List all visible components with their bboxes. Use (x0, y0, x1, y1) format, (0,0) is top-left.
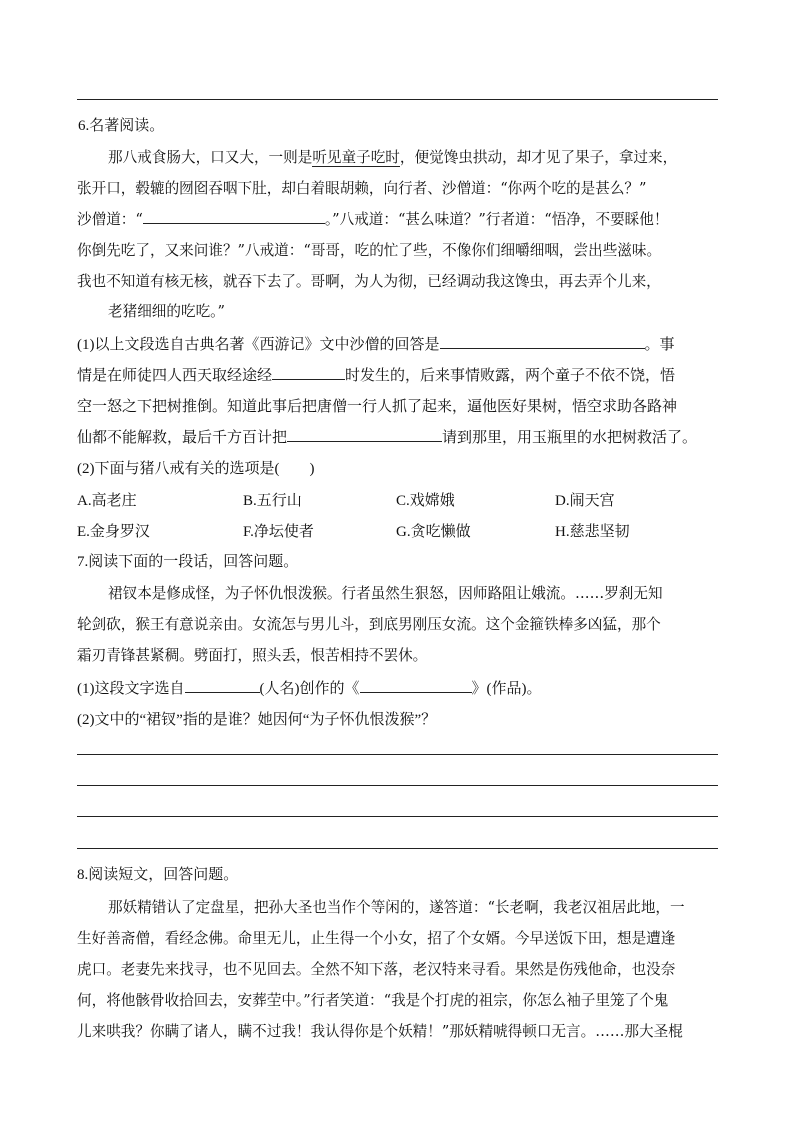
option-b[interactable]: B.五行山 (243, 493, 302, 509)
q6-passage-line (77, 208, 668, 229)
option-d[interactable]: D.闹天宫 (555, 493, 615, 509)
q6-passage-line (108, 146, 677, 167)
top-divider (77, 99, 718, 100)
answer-blank[interactable] (143, 209, 325, 224)
passage-text: 沙僧道：“ (77, 211, 143, 228)
q7-passage-line: 霜刃青锋甚紧稠。劈面打，照头丢，恨苦相持不罢休。 (77, 647, 428, 664)
q6-heading: 6.名著阅读。 (78, 118, 165, 134)
answer-line[interactable] (77, 848, 718, 849)
answer-line[interactable] (77, 754, 718, 755)
answer-blank[interactable] (272, 365, 345, 380)
q6-passage-line: 老猪细细的吃吃。” (108, 303, 225, 320)
q7-sub1 (77, 677, 542, 698)
q8-heading: 8.阅读短文，回答问题。 (77, 867, 239, 883)
option-a[interactable]: A.高老庄 (77, 493, 137, 509)
option-c[interactable]: C.戏嫦娥 (396, 493, 455, 509)
q6-sub2-question: (2)下面与猪八戒有关的选项是( ) (77, 461, 315, 477)
underlined-phrase: 听见童子吃时 (312, 149, 400, 166)
passage-text: 。”八戒道：“甚么味道？”行者道：“悟净，不要睬他！ (324, 211, 669, 228)
answer-line[interactable] (77, 785, 718, 786)
option-h[interactable]: H.慈悲坚韧 (555, 524, 630, 540)
option-f[interactable]: F.净坛使者 (243, 524, 314, 540)
q6-passage-line: 我也不知道有核无核，就吞下去了。哥啊，为人为彻，已经调动我这馋虫，再去弄个儿来， (77, 273, 661, 290)
q6-passage-line: 张开口，毂辘的囫囵吞咽下肚，却白着眼胡赖，向行者、沙僧道：“你两个吃的是甚么？” (77, 180, 647, 197)
question-text: (1)以上文段选自古典名著《西游记》文中沙僧的回答是 (77, 337, 440, 353)
q7-passage-line: 裙钗本是修成怪，为子怀仇恨泼猴。行者虽然生狠怒，因师路阻让娥流。……罗刹无知 (108, 585, 663, 602)
passage-text: ，便觉馋虫拱动，却才见了果子，拿过来， (399, 149, 678, 166)
q8-passage-line: 那妖精错认了定盘星，把孙大圣也当作个等闲的，遂答道：“长老啊，我老汉祖居此地，一 (108, 899, 685, 916)
answer-blank[interactable] (440, 334, 645, 349)
q7-sub2: (2)文中的“裙钗”指的是谁？她因何“为子怀仇恨泼猴”？ (77, 712, 437, 728)
q7-heading: 7.阅读下面的一段话，回答问题。 (77, 554, 299, 570)
option-e[interactable]: E.金身罗汉 (77, 524, 150, 540)
q8-passage-line: 儿来哄我？你瞒了诸人，瞒不过我！我认得你是个妖精！”那妖精唬得顿口无言。……那大圣棍 (77, 1023, 683, 1040)
answer-line[interactable] (77, 816, 718, 817)
q6-passage-line: 你倒先吃了，又来问谁？”八戒道：“哥哥，吃的忙了些，不像你们细嚼细咽，尝出些滋味。 (77, 242, 662, 259)
answer-blank[interactable] (185, 678, 260, 693)
question-text: (1)这段文字选自 (77, 681, 185, 697)
question-text: 情是在师徒四人西天取经途经 (77, 368, 273, 384)
q6-sub1-line: 空一怒之下把树推倒。知道此事后把唐僧一行人抓了起来，逼他医好果树，悟空求助各路神 (77, 399, 678, 415)
q8-passage-line: 生好善斋僧，看经念佛。命里无儿，止生得一个小女，招了个女婿。今早送饭下田，想是遭逢 (77, 930, 676, 947)
question-text: 请到那里，用玉瓶里的水把树救活了。 (442, 430, 698, 446)
q6-sub1-line (77, 333, 675, 354)
q8-passage-line: 何，将他骸骨收拾回去，安葬茔中。”行者笑道：“我是个打虎的祖宗，你怎么袖子里笼了个鬼 (77, 992, 669, 1009)
answer-blank[interactable] (360, 678, 472, 693)
q6-sub1-line (77, 426, 697, 447)
q7-passage-line: 轮剑砍，猴王有意说亲由。女流怎与男儿斗，到底男刚压女流。这个金箍铁棒多凶猛，那个 (77, 616, 661, 633)
question-text: 时发生的，后来事情败露，两个童子不依不饶，悟 (345, 368, 676, 384)
question-text: (人名)创作的《 (259, 681, 360, 697)
q6-sub1-line (77, 364, 675, 385)
q8-passage-line: 虎口。老妻先来找寻，也不见回去。全然不知下落，老汉特来寻看。果然是伤残他命，也没奈 (77, 961, 676, 978)
question-text: 。事 (644, 337, 675, 353)
answer-blank[interactable] (287, 427, 442, 442)
option-g[interactable]: G.贪吃懒做 (396, 524, 471, 540)
question-text: 》(作品)。 (471, 681, 542, 697)
question-text: 仙都不能解救，最后千方百计把 (77, 430, 288, 446)
passage-text: 那八戒食肠大，口又大，一则是 (108, 149, 313, 166)
